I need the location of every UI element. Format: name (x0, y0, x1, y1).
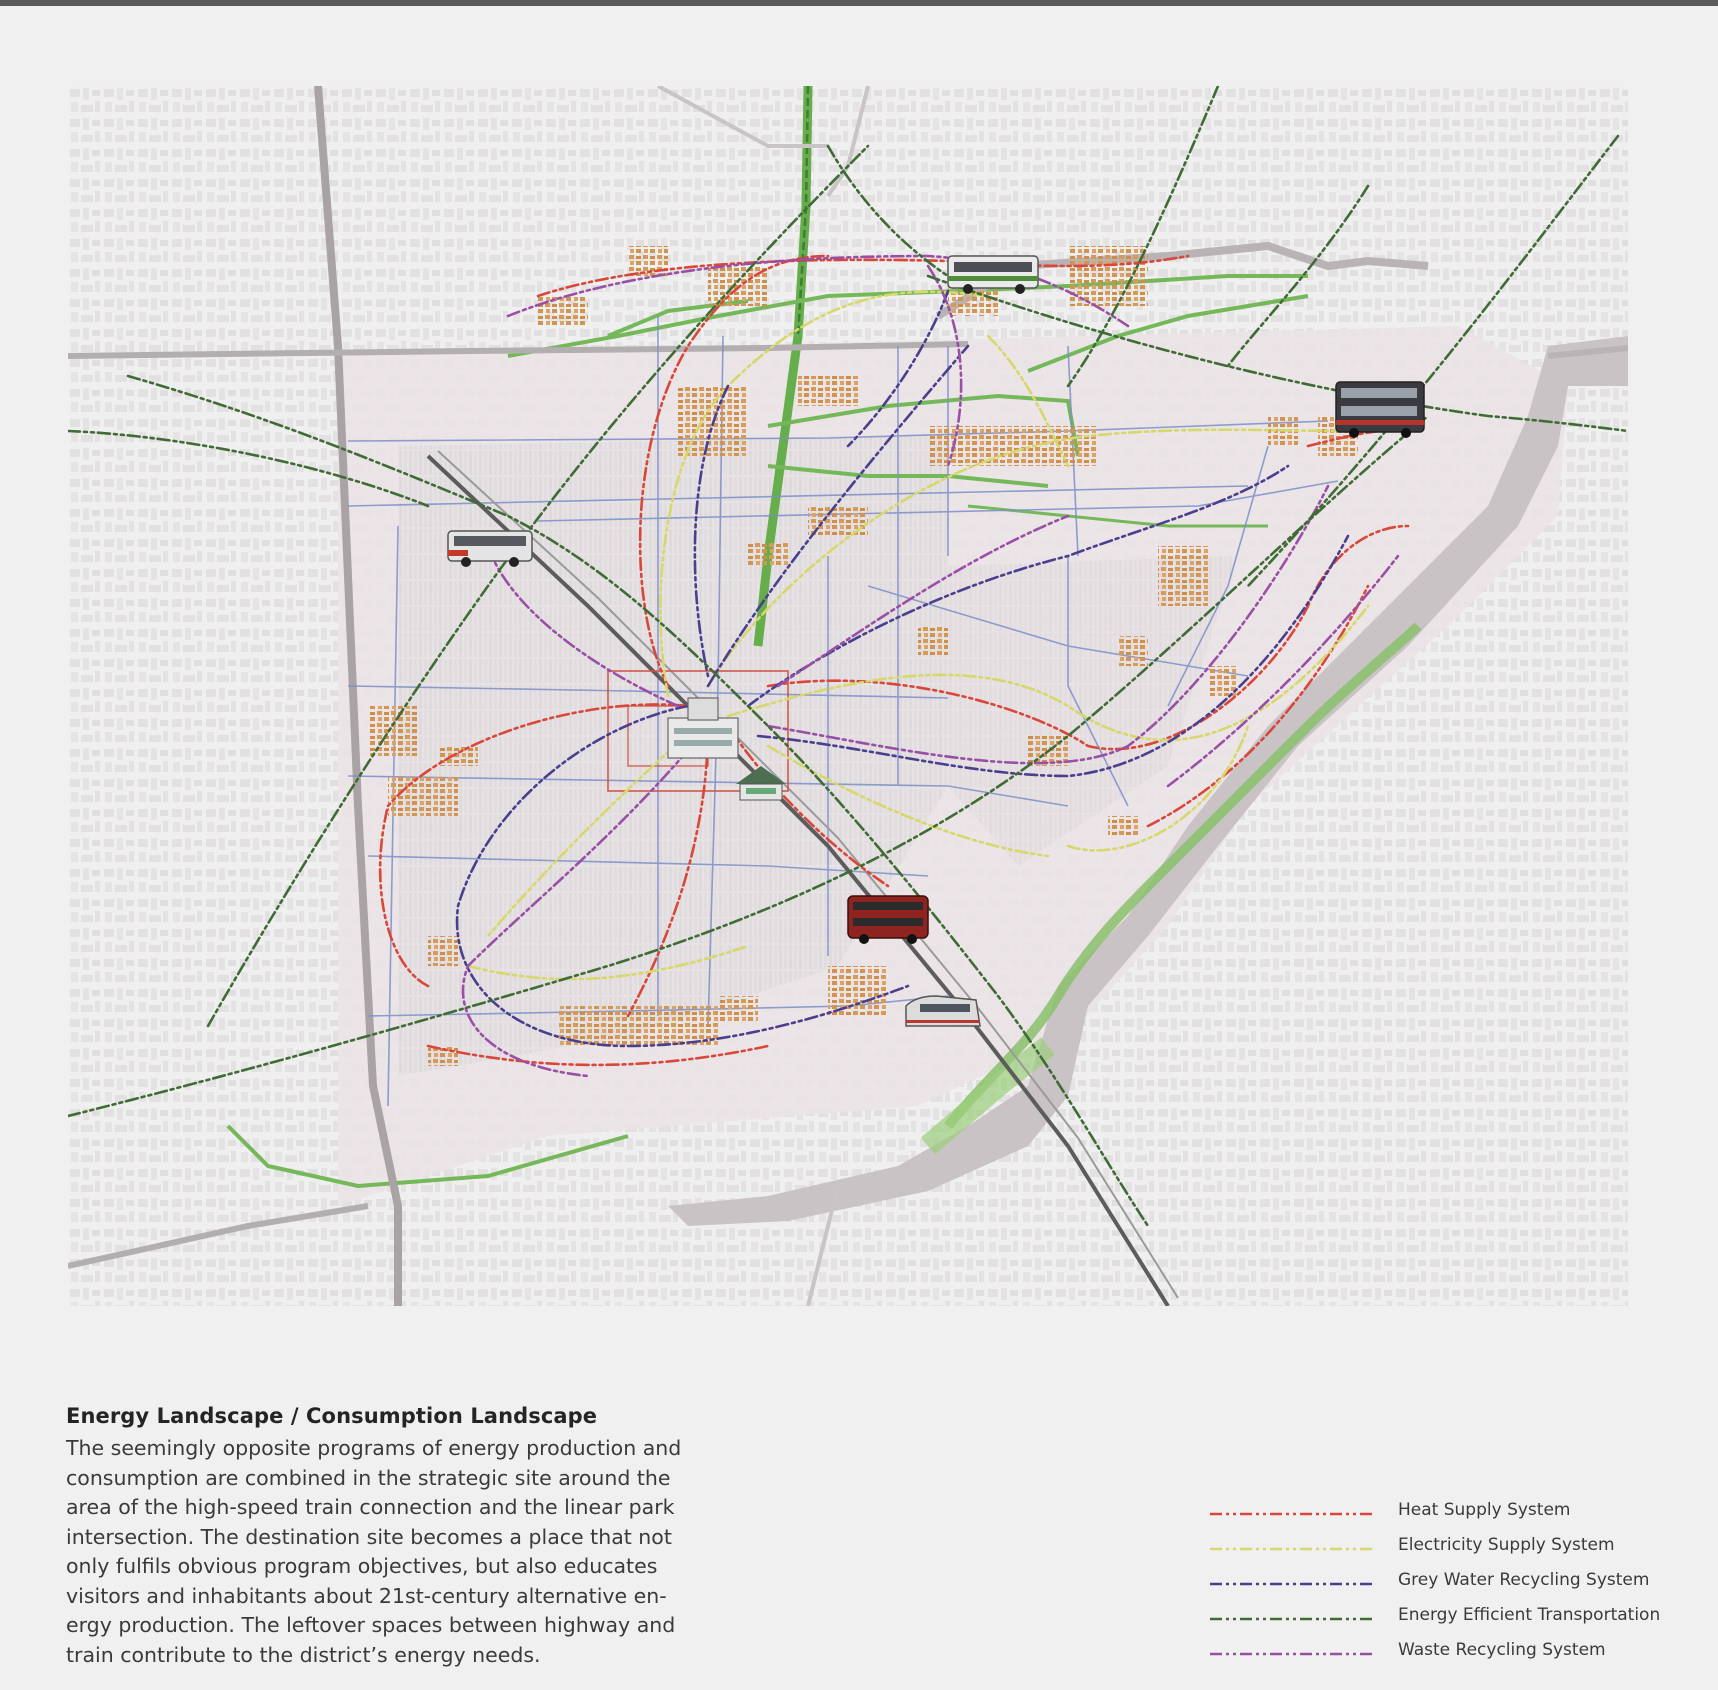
legend-line-grey-water (1208, 1578, 1378, 1590)
legend-item-transportation (1208, 1605, 1678, 1640)
caption-line: only fulfils obvious program objectives, but also educates (66, 1554, 658, 1578)
energy-map (68, 86, 1628, 1306)
legend-label-transportation: Energy Efficient Transportation (1398, 1605, 1661, 1625)
caption-line: ergy production. The leftover spaces between highway and (66, 1613, 676, 1637)
caption-body (66, 1434, 746, 1670)
legend-item-waste (1208, 1640, 1678, 1675)
legend-label-waste: Waste Recycling System (1398, 1640, 1606, 1660)
double-decker-bus-icon (1336, 382, 1424, 438)
map-canvas (68, 86, 1628, 1306)
high-speed-train-icon (906, 996, 980, 1026)
caption-line: train contribute to the district’s energy needs. (66, 1642, 541, 1667)
caption-block (66, 1404, 746, 1670)
legend-line-transportation (1208, 1613, 1378, 1625)
caption-title: Energy Landscape / Consumption Landscape (66, 1404, 598, 1428)
map-legend (1208, 1500, 1678, 1675)
bus-icon (948, 256, 1038, 294)
caption-line: The seemingly opposite programs of energy production and (66, 1436, 682, 1460)
page-top-rule (0, 0, 1718, 6)
coach-icon (448, 531, 532, 567)
double-decker-bus-icon (848, 896, 928, 944)
caption-line: consumption are combined in the strategic site around the (66, 1465, 671, 1490)
caption-line: intersection. The destination site becomes a place that not (66, 1524, 672, 1549)
legend-line-electricity (1208, 1543, 1378, 1555)
legend-label-heat: Heat Supply System (1398, 1500, 1571, 1520)
caption-line: area of the high-speed train connection and the linear park (66, 1495, 675, 1519)
legend-item-heat (1208, 1500, 1678, 1535)
caption-line: visitors and inhabitants about 21st-century alternative en- (66, 1583, 667, 1608)
legend-line-waste (1208, 1648, 1378, 1660)
legend-item-grey-water (1208, 1570, 1678, 1605)
legend-label-electricity: Electricity Supply System (1398, 1535, 1615, 1555)
legend-label-grey-water: Grey Water Recycling System (1398, 1570, 1650, 1590)
legend-item-electricity (1208, 1535, 1678, 1570)
legend-line-heat (1208, 1508, 1378, 1520)
